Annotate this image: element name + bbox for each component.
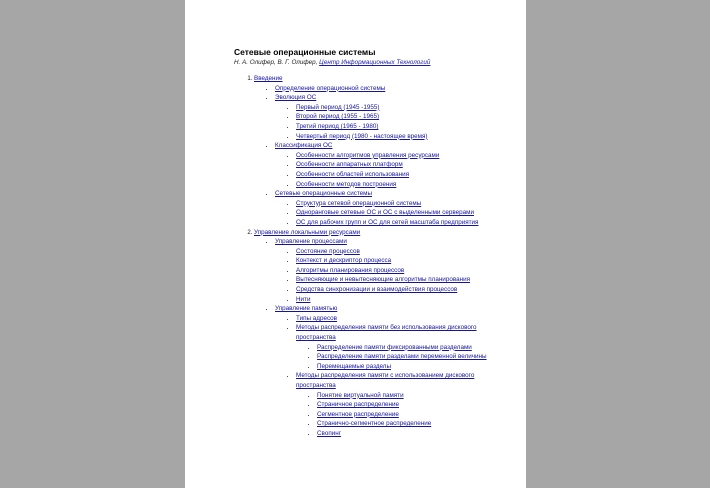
toc-link[interactable]: Распределение памяти фиксированными разделами — [317, 343, 472, 351]
toc-sublist — [296, 343, 506, 372]
toc-link[interactable]: Эволюция ОС — [275, 94, 317, 102]
toc-sublist — [254, 84, 506, 228]
toc-link[interactable]: Третий период (1965 - 1980) — [296, 122, 379, 130]
toc-sublist — [275, 247, 506, 305]
toc-link[interactable]: Вытесняющие и невытесняющие алгоритмы планирования — [296, 276, 471, 284]
toc-section — [275, 237, 506, 304]
toc-item — [296, 151, 506, 161]
toc-item — [296, 266, 506, 276]
document-page — [185, 0, 526, 488]
toc-item — [317, 429, 506, 439]
toc-item — [317, 391, 506, 401]
toc-link[interactable]: Сетевые операционные системы — [275, 190, 373, 198]
toc-section — [275, 84, 506, 94]
toc-link[interactable]: Сегментное распределение — [317, 410, 399, 418]
toc-item — [296, 132, 506, 142]
toc-link[interactable]: Свопинг — [317, 429, 342, 437]
toc-section — [275, 141, 506, 189]
toc-link[interactable]: Средства синхронизации и взаимодействия процессов — [296, 286, 458, 294]
toc-link[interactable]: Распределение памяти разделами переменной величины — [317, 353, 487, 361]
toc-item — [296, 247, 506, 257]
toc-link[interactable]: Введение — [254, 75, 283, 82]
toc-link[interactable]: Определение операционной системы — [275, 84, 386, 92]
toc-link[interactable]: ОС для рабочих групп и ОС для сетей масштаба предприятия — [296, 218, 479, 226]
toc-item — [296, 275, 506, 285]
toc-section — [275, 93, 506, 141]
toc-sublist — [275, 151, 506, 189]
toc-link[interactable]: Типы адресов — [296, 314, 338, 322]
toc-section — [275, 304, 506, 438]
toc-section — [275, 189, 506, 227]
toc-sublist — [296, 391, 506, 439]
toc-item — [317, 352, 506, 362]
document-title: Сетевые операционные системы — [234, 47, 376, 57]
toc-link[interactable]: Структура сетевой операционной системы — [296, 199, 422, 207]
toc-item — [296, 160, 506, 170]
toc-link[interactable]: Классификация ОС — [275, 142, 333, 150]
document-authors — [234, 58, 506, 68]
toc-link[interactable]: Странично-сегментное распределение — [317, 420, 432, 428]
toc-item — [296, 170, 506, 180]
toc-item — [296, 218, 506, 228]
toc-sublist — [275, 103, 506, 141]
toc-link[interactable]: Особенности методов построения — [296, 180, 397, 188]
toc-link[interactable]: Четвертый период (1980 - настоящее время) — [296, 132, 428, 140]
toc-item — [317, 410, 506, 420]
toc-item — [296, 180, 506, 190]
toc-link[interactable]: Методы распределения памяти без использования дискового пространства — [296, 324, 477, 342]
toc-link[interactable]: Перемещаемые разделы — [317, 362, 392, 370]
document-content — [234, 46, 506, 439]
toc-chapter — [254, 74, 506, 228]
toc-link[interactable]: Понятие виртуальной памяти — [317, 391, 404, 399]
toc-link[interactable]: Страничное распределение — [317, 401, 400, 409]
toc-link[interactable]: Управление памятью — [275, 305, 338, 313]
toc-link[interactable]: Состояние процессов — [296, 247, 360, 255]
toc-link[interactable]: Управление локальными ресурсами — [254, 228, 361, 236]
toc-item — [296, 122, 506, 132]
toc-link[interactable]: Методы распределения памяти с использованием дискового пространства — [296, 372, 475, 389]
toc-item — [317, 343, 506, 353]
toc-link[interactable]: Особенности областей использования — [296, 170, 410, 178]
toc-link[interactable]: Алгоритмы планирования процессов — [296, 266, 405, 274]
toc-item — [296, 112, 506, 122]
toc-item — [296, 314, 506, 324]
toc-link[interactable]: Одноранговые сетевые ОС и ОС с выделенными серверами — [296, 209, 474, 217]
toc-link[interactable]: Второй период (1955 - 1965) — [296, 113, 380, 121]
toc-item — [296, 103, 506, 113]
toc-link[interactable]: Контекст и дескриптор процесса — [296, 257, 392, 265]
toc-chapter — [254, 228, 506, 439]
publisher-link[interactable]: Центр Информационных Технологий — [319, 59, 431, 66]
toc-item — [317, 419, 506, 429]
toc-item — [296, 256, 506, 266]
toc-sublist — [275, 199, 506, 228]
toc-list — [234, 74, 506, 439]
toc-link[interactable]: Особенности аппаратных платформ — [296, 161, 403, 169]
toc-item — [296, 371, 506, 438]
toc-item — [296, 285, 506, 295]
toc-link[interactable]: Первый период (1945 -1955) — [296, 103, 380, 111]
toc-item — [296, 199, 506, 209]
authors-text: Н. А. Олифер, В. Г. Олифер, — [234, 59, 318, 66]
toc-sublist — [275, 314, 506, 439]
toc-item — [296, 208, 506, 218]
toc-link[interactable]: Нити — [296, 295, 311, 303]
toc-link[interactable]: Особенности алгоритмов управления ресурсами — [296, 151, 440, 159]
toc-item — [296, 323, 506, 371]
toc-item — [317, 400, 506, 410]
toc-item — [317, 362, 506, 372]
toc-sublist — [254, 237, 506, 438]
toc-item — [296, 295, 506, 305]
toc-link[interactable]: Управление процессами — [275, 238, 347, 246]
